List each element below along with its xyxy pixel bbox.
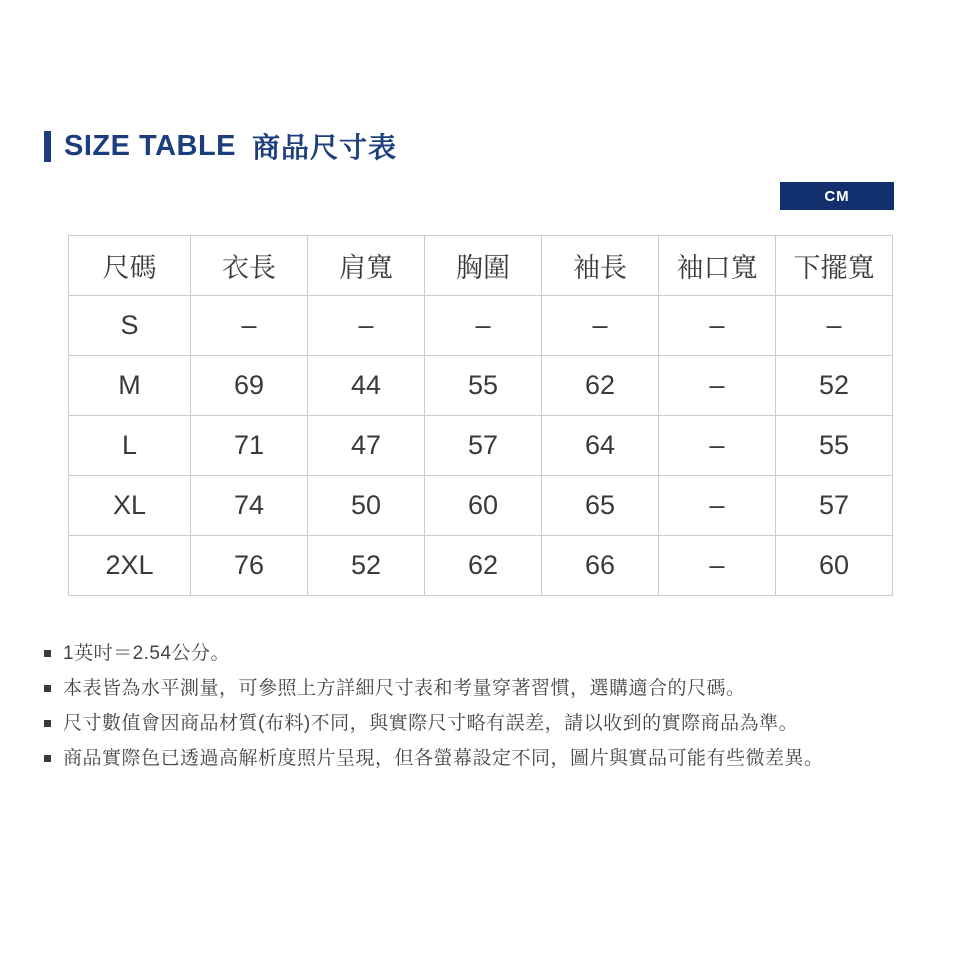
measurement-cell: 62 <box>542 356 659 416</box>
measurement-cell: 71 <box>191 416 308 476</box>
size-table-row <box>69 356 893 416</box>
measurement-cell: – <box>425 296 542 356</box>
measurement-cell: 60 <box>776 536 893 596</box>
size-table-row <box>69 536 893 596</box>
measurement-cell: 57 <box>425 416 542 476</box>
measurement-cell: 74 <box>191 476 308 536</box>
measurement-cell: 64 <box>542 416 659 476</box>
measurement-cell: – <box>659 356 776 416</box>
measurement-cell: 55 <box>425 356 542 416</box>
note-text: 1英吋＝2.54公分。 <box>63 643 231 664</box>
measurement-cell: – <box>308 296 425 356</box>
square-bullet-icon <box>44 720 51 727</box>
page-title <box>44 126 397 166</box>
measurement-cell: – <box>659 416 776 476</box>
measurement-cell: 76 <box>191 536 308 596</box>
size-label-cell: L <box>69 416 191 476</box>
size-table-header-cell: 胸圍 <box>425 236 542 296</box>
size-label-cell: M <box>69 356 191 416</box>
size-table-header-row <box>69 236 893 296</box>
size-label-cell: S <box>69 296 191 356</box>
size-table-header-cell: 下擺寬 <box>776 236 893 296</box>
size-table-header-cell: 尺碼 <box>69 236 191 296</box>
note-item <box>44 746 924 771</box>
measurement-cell: – <box>659 476 776 536</box>
measurement-cell: 57 <box>776 476 893 536</box>
measurement-cell: 52 <box>308 536 425 596</box>
square-bullet-icon <box>44 650 51 657</box>
measurement-cell: – <box>776 296 893 356</box>
size-label-cell: XL <box>69 476 191 536</box>
note-item <box>44 711 924 736</box>
measurement-cell: 60 <box>425 476 542 536</box>
square-bullet-icon <box>44 685 51 692</box>
note-text: 本表皆為水平測量，可參照上方詳細尺寸表和考量穿著習慣，選購適合的尺碼。 <box>63 678 746 699</box>
square-bullet-icon <box>44 755 51 762</box>
size-table-header-cell: 袖長 <box>542 236 659 296</box>
size-table-header-cell: 衣長 <box>191 236 308 296</box>
note-item <box>44 676 924 701</box>
size-table-body <box>69 296 893 596</box>
size-table-header-cell: 袖口寬 <box>659 236 776 296</box>
measurement-cell: – <box>659 296 776 356</box>
notes-list <box>44 641 924 781</box>
title-accent-bar <box>44 131 51 162</box>
size-table-header-cell: 肩寬 <box>308 236 425 296</box>
size-table-row <box>69 296 893 356</box>
measurement-cell: – <box>191 296 308 356</box>
size-table-head <box>69 236 893 296</box>
note-item <box>44 641 924 666</box>
measurement-cell: 50 <box>308 476 425 536</box>
page-title-en: SIZE TABLE <box>64 129 237 162</box>
size-table-row <box>69 416 893 476</box>
note-text: 尺寸數值會因商品材質(布料)不同，與實際尺寸略有誤差，請以收到的實際商品為準。 <box>63 713 799 734</box>
measurement-cell: 69 <box>191 356 308 416</box>
measurement-cell: 52 <box>776 356 893 416</box>
page-title-zh: 商品尺寸表 <box>252 132 398 163</box>
size-table <box>68 235 893 596</box>
measurement-cell: 66 <box>542 536 659 596</box>
measurement-cell: 55 <box>776 416 893 476</box>
size-label-cell: 2XL <box>69 536 191 596</box>
measurement-cell: 47 <box>308 416 425 476</box>
size-table-row <box>69 476 893 536</box>
measurement-cell: 44 <box>308 356 425 416</box>
measurement-cell: 65 <box>542 476 659 536</box>
measurement-cell: 62 <box>425 536 542 596</box>
note-text: 商品實際色已透過高解析度照片呈現，但各螢幕設定不同，圖片與實品可能有些微差異。 <box>63 748 824 769</box>
measurement-cell: – <box>659 536 776 596</box>
measurement-cell: – <box>542 296 659 356</box>
unit-badge: CM <box>780 182 894 210</box>
